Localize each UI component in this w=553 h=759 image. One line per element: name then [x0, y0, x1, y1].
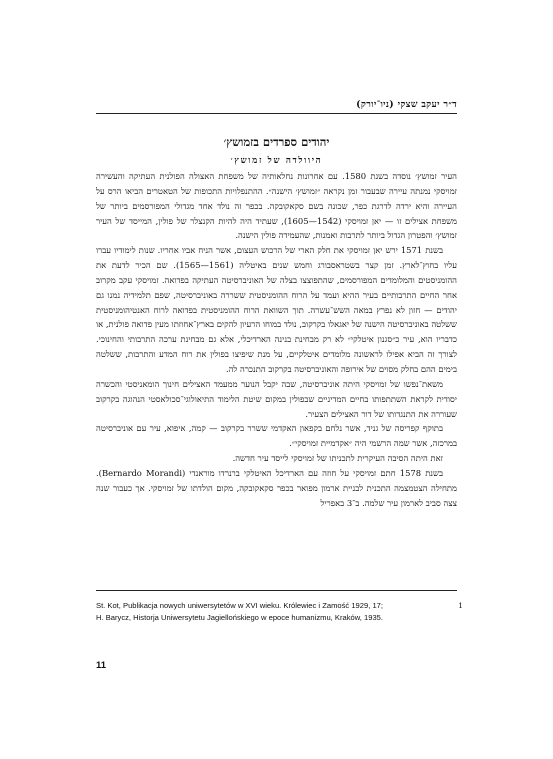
- page-number: 11: [96, 660, 107, 671]
- footnote-line: H. Barycz, Historja Uniwersytetu Jagiellońskiego w epoce humanizmu, Kraków, 1935.: [96, 613, 384, 622]
- footnote-line: St. Kot, Publikacja nowych uniwersytetów w XVI wieku. Królewiec i Zamość 1929, 17;: [96, 601, 384, 610]
- paragraph: בשנת 1578 חתם זמויסקי על חוזה עם הארדיכל האיטלקי ברנרדו מוראנדי (Bernardo Morandi). מתחילה הצטמצמה התכנית לבניית ארמון מפואר בכפר סקאקובקה, מקום הולדתו של זמויסקי. אך כעבור שנה צצה סביב לארמון עיר שלמה. ב־3 באפריל: [96, 467, 457, 508]
- paragraph: העיר זמושץ׳ נוסדה בשנת 1580. עם אחרונות נחלאותיה של משפחת האצולה הפולנית העתיקה והעשירה זמויסקי נמנתה עיירה שבעבור זמן נקראה ״זמושץ׳ הישנה״. ההתנפלויות התכופות של הטאטרים הביאו הרס על העיירה והיא ירדה לדרגת כפר, שכונה בשם סקאקובקה. בכפר זה נולד אחד מגדולי המפורסמים ביותר של משפחת אצילים זו — יאן זמויסקי (1542—1605), שעתיד היה להיות הקנצלר של פולין, המייסד של העיר זמושץ׳ והפטרון הגדול ביותר לתרבות ואמנות, שהעמידה פולין הישנה.: [96, 171, 458, 241]
- paragraph: בשנת 1571 ירש יאן זמויסקי את חלק הארי של הרכוש העצום, אשר הניח אביו אחריו. שנות לימודיו עברו עליו בחוץ־לארץ. זמן קצר בשטראסבורג וחמש שנים באיטליה (1561—1565). שם הכיר לדעת את ההומניסטים והמלומדים המפורסמים, שהתפוצצו בצלה של האוניברסיטה העתיקה בפדואה. זמויסקי עקב מקרוב אחר החיים התרבותיים בעיר ההיא ועמד על הרוח ההומניסטית ששררה באוניברסיטה, שפם תלמידיה נמנו גם יהודים — חזון לא נפרץ במאה השש־עשרה. תוך השוואת הרוח ההומניסטית בפדואה לרוח האנטיהומניסטית ששלטה באוניברסיטה הישנה של יאגאלו בקרקוב, נולד במוחו הרעיון להקים בארץ־אחוזתו מעין פדואה פולנית, או כדבריו הוא, עיר כ״סגנון איטלקי״ לא רק מבחינת בנינה הארדיכלי, אלא גם מבחינת ערכה התרבותי והחינוכי. לצורך זה הביא אפילו לראשונה מלומדים איטלקיים, על מנת שיפיצו בפולין את רוח המדע והתרבות, ששלטה בימים ההם בחלק מסוים של אירופה והאוניברסיטה בקרקוב התנכרה לה.: [96, 245, 457, 374]
- footnotes: [96, 600, 463, 624]
- paragraph: בתוקף קפריסה של גניד, אשר נלחם בקפאון האקדמי ששרר בקרקוב — קמה, איפוא, עיר עם אוניברסיטה במרכזה, אשר שמה הרשמי היה ״אקדמיית זמויסקי״.: [96, 423, 457, 449]
- running-header: ד״ר יעקב שצקי (ניו־יורק): [356, 99, 457, 110]
- footnote-rule: [96, 590, 457, 591]
- footnote-mark: 1: [458, 601, 463, 610]
- header-rule: [96, 113, 457, 114]
- article-title: יהודים ספרדים בזמושץ׳: [223, 135, 330, 149]
- paragraph: משאת־נפשו של זמויסקי היתה אוניברסיטה, שבה יקבל הנוער ממעמד האצילים חינוך הומאניסטי והכשרה יסודית לקראת השתתפותו בחיים המדיניים שבפולין במקום שיטת הלימוד התיאולוגי־סכולאסטי הנהוגה בקרקוב שעוררה את התנגדותו של דור האצילים הצעיר.: [96, 378, 457, 419]
- paragraph: זאת היתה הסיבה העיקרית לתכניתו של זמויסקי לייסד עיר חדשה.: [232, 453, 443, 464]
- article-body: [96, 169, 457, 510]
- section-subtitle: היוולדה של זמושץ׳: [230, 156, 323, 166]
